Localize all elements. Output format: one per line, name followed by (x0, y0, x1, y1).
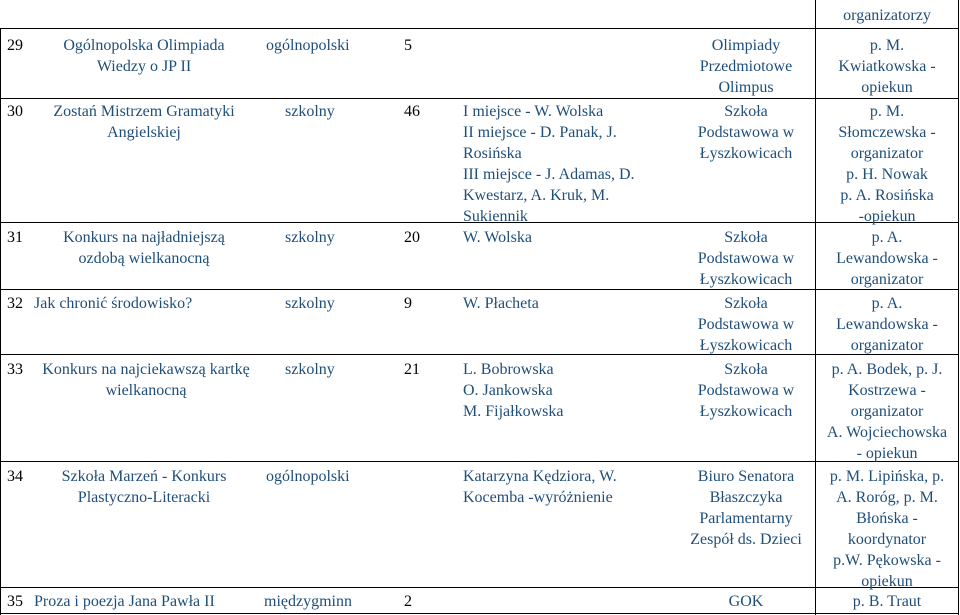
competition-level: szkolny (285, 361, 335, 378)
participant-count: 5 (404, 37, 412, 54)
organizer: Szkoła Podstawowa w Łyszkowicach (697, 361, 795, 420)
competition-name: Ogólnopolska Olimpiada Wiedzy o JP II (63, 37, 225, 75)
teachers: p. M. Słomczewska - organizator p. H. Nowak p. A. Rosińska -opiekun (838, 103, 936, 225)
teachers: p. A. Lewandowska - organizator (836, 229, 938, 288)
row-number: 35 (7, 593, 23, 610)
competition-name: Szkoła Marzeń - Konkurs Plastyczno-Literacki (61, 468, 227, 506)
teachers: p. A. Bodek, p. J. Kostrzewa - organizator A. Wojciechowska - opiekun (826, 361, 948, 462)
row-number: 30 (7, 103, 23, 120)
grid-line (0, 613, 959, 614)
organizer: Szkoła Podstawowa w Łyszkowicach (697, 103, 795, 162)
participant-count: 9 (404, 295, 412, 312)
organizer: Biuro Senatora Błaszczyka Parlamentarny Zespół ds. Dzieci (690, 468, 802, 548)
grid-line (958, 0, 959, 615)
participant-count: 20 (404, 229, 420, 246)
competition-level: szkolny (285, 103, 335, 120)
competition-level: ogólnopolski (266, 37, 350, 54)
competition-name: Konkurs na najciekawszą kartkę wielkanocną (42, 361, 250, 399)
grid-line (0, 28, 1, 615)
winners: I miejsce - W. Wolska II miejsce - D. Panak, J. Rosińska III miejsce - J. Adamas, D. Kwestarz, A. Kruk, M. Sukiennik (463, 103, 635, 225)
organizer: Szkoła Podstawowa w Łyszkowicach (697, 295, 795, 354)
row-number: 31 (7, 229, 23, 246)
winners: L. Bobrowska O. Jankowska M. Fijałkowska (463, 361, 564, 420)
row-number: 32 (7, 295, 23, 312)
teachers: p. B. Traut (852, 593, 922, 610)
organizer: Olimpiady Przedmiotowe Olimpus (699, 37, 793, 96)
participant-count: 2 (404, 593, 412, 610)
competition-level: ogólnopolski (266, 468, 350, 485)
competition-name: Konkurs na najładniejszą ozdobą wielkanocną (63, 229, 225, 267)
participant-count: 21 (404, 361, 420, 378)
organizer: GOK (728, 593, 764, 610)
teachers: p. M. Lipińska, p. A. Roróg, p. M. Błońska - koordynator p.W. Pękowska - opiekun (829, 468, 945, 590)
competition-name: Zostań Mistrzem Gramatyki Angielskiej (53, 103, 235, 141)
row-number: 34 (7, 468, 23, 485)
competition-name: Jak chronić środowisko? (34, 295, 193, 312)
winners: W. Płacheta (463, 295, 539, 312)
competition-level: szkolny (285, 295, 335, 312)
grid-line (0, 28, 959, 29)
grid-line (0, 98, 959, 99)
header-fragment: organizatorzy (843, 7, 931, 24)
competition-level: międzygminn (264, 593, 352, 610)
winners: W. Wolska (463, 229, 532, 246)
row-number: 29 (7, 37, 23, 54)
winners: Katarzyna Kędziora, W. Kocemba -wyróżnienie (463, 468, 617, 506)
row-number: 33 (7, 361, 23, 378)
teachers: p. A. Lewandowska - organizator (836, 295, 938, 354)
competition-name: Proza i poezja Jana Pawła II (34, 593, 215, 610)
organizer: Szkoła Podstawowa w Łyszkowicach (697, 229, 795, 288)
competition-level: szkolny (285, 229, 335, 246)
participant-count: 46 (404, 103, 420, 120)
teachers: p. M. Kwiatkowska - opiekun (838, 37, 936, 96)
